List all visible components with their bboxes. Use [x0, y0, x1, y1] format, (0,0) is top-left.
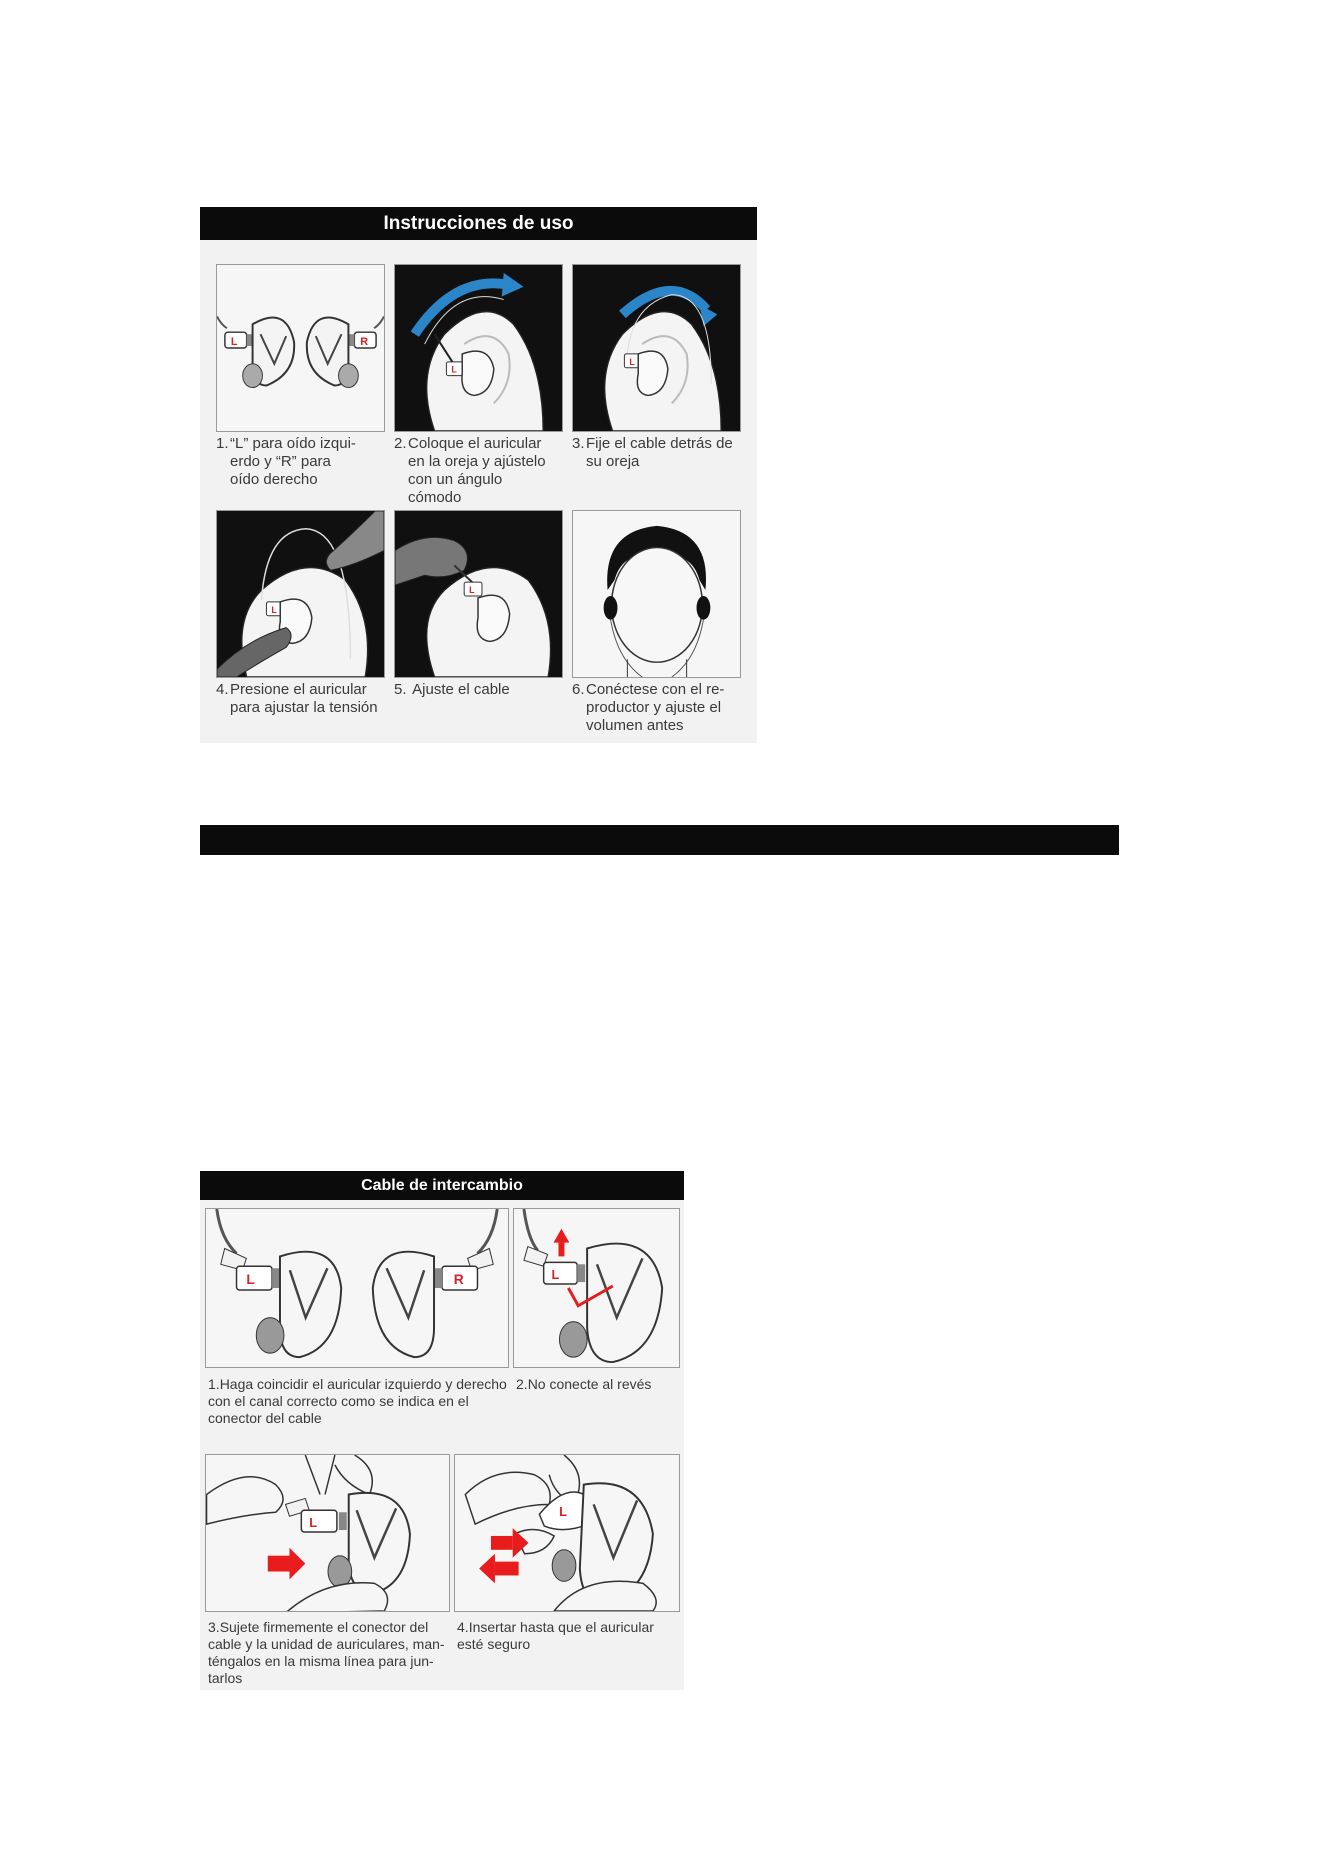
- marker-left: L: [230, 336, 238, 349]
- svg-text:L: L: [629, 356, 635, 367]
- usage-figure-4: [216, 510, 385, 678]
- svg-text:L: L: [271, 604, 277, 615]
- align-connector-icon: [206, 1455, 449, 1611]
- svg-text:L: L: [551, 1267, 560, 1283]
- usage-figure-5: [394, 510, 563, 678]
- earphones-pair-icon: [217, 265, 384, 431]
- cable-figure-3: [205, 1454, 450, 1612]
- usage-instructions-title: Instrucciones de uso: [200, 207, 757, 240]
- adjust-cable-icon: [395, 511, 562, 677]
- cable-figure-2: [513, 1208, 680, 1368]
- usage-figure-3: [572, 264, 741, 432]
- cable-exchange-panel: [200, 1171, 684, 1690]
- cable-figure-1: [205, 1208, 509, 1368]
- usage-caption-3: 3.Fije el cable detrás de su oreja: [572, 435, 733, 470]
- cable-caption-4: 4.Insertar hasta que el auricular esté seguro: [457, 1619, 654, 1652]
- insert-connector-icon: [455, 1455, 679, 1611]
- usage-figure-6: [572, 510, 741, 678]
- svg-text:L: L: [246, 1271, 255, 1288]
- marker-right: R: [360, 336, 369, 349]
- press-earphone-icon: [217, 511, 384, 677]
- cable-caption-2: 2.No conecte al revés: [516, 1376, 652, 1392]
- usage-caption-6: 6.Conéctese con el re- productor y ajuste el volumen antes: [572, 681, 725, 734]
- person-wearing-earphones-icon: [573, 511, 740, 677]
- svg-text:L: L: [469, 585, 475, 596]
- cable-figure-4: [454, 1454, 680, 1612]
- usage-caption-2: 2.Coloque el auricular en la oreja y ajústelo con un ángulo cómodo: [394, 435, 546, 506]
- usage-instructions-panel: [200, 207, 757, 743]
- cable-exchange-title: Cable de intercambio: [200, 1171, 684, 1200]
- cable-caption-3: 3.Sujete firmemente el conector del cable y la unidad de auriculares, man- téngalos en la misma línea para jun- tarlos: [208, 1619, 445, 1686]
- earphones-with-connectors-icon: [206, 1209, 508, 1367]
- svg-text:L: L: [451, 364, 457, 375]
- svg-text:L: L: [309, 1515, 318, 1531]
- svg-text:R: R: [453, 1271, 464, 1288]
- ear-insert-icon: [395, 265, 562, 431]
- svg-text:L: L: [559, 1504, 567, 1520]
- usage-caption-5: 5. Ajuste el cable: [394, 681, 510, 698]
- usage-figure-1: [216, 264, 385, 432]
- section-divider-bar: [200, 825, 1119, 855]
- usage-caption-4: 4.Presione el auricular para ajustar la tensión: [216, 681, 378, 716]
- cable-caption-1: 1.Haga coincidir el auricular izquierdo y derecho con el canal correcto como se indica en el conector del cable: [208, 1376, 507, 1426]
- wrong-orientation-icon: [514, 1209, 679, 1367]
- usage-caption-1: 1.“L” para oído izqui- erdo y “R” para oído derecho: [216, 435, 356, 488]
- cable-behind-ear-icon: [573, 265, 740, 431]
- usage-figure-2: [394, 264, 563, 432]
